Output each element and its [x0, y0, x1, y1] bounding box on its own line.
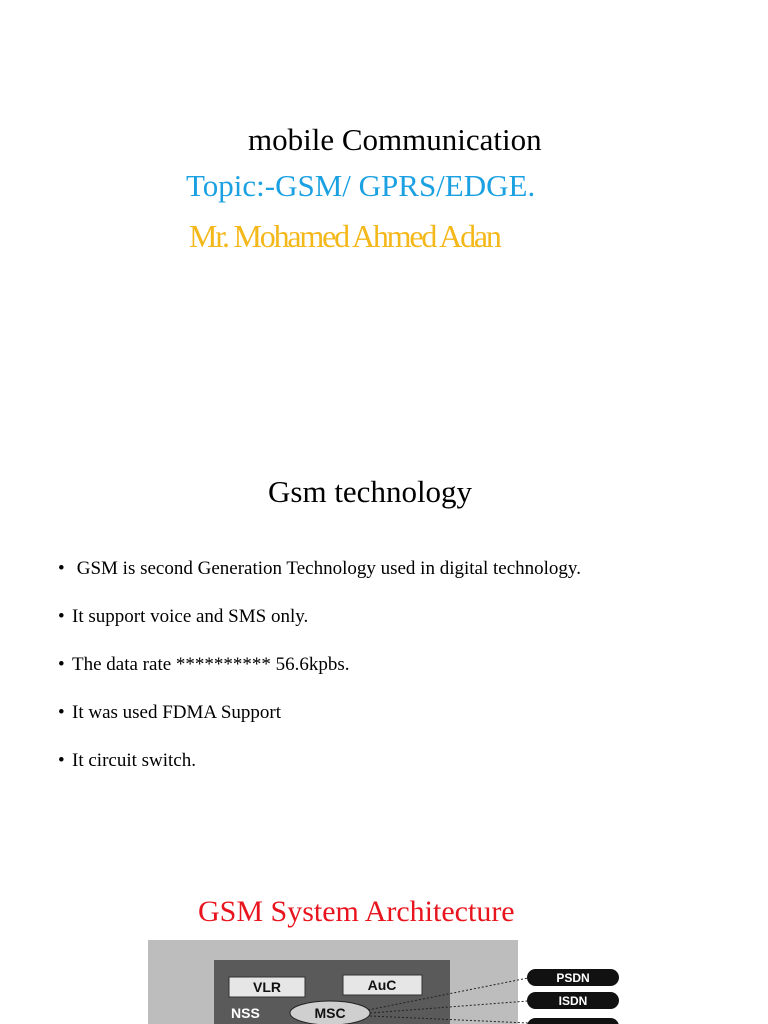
bullet-item	[58, 702, 281, 724]
bullet-icon: •	[58, 750, 65, 771]
isdn-label: ISDN	[558, 994, 588, 1008]
bullet-item	[58, 654, 350, 676]
bullet-text: It support voice and SMS only.	[72, 606, 309, 627]
psdn-label: PSDN	[556, 971, 590, 985]
vlr-label: VLR	[253, 979, 281, 995]
slide3-title: GSM System Architecture	[198, 895, 515, 928]
bullet-text: It circuit switch.	[72, 750, 196, 771]
bullet-icon: •	[58, 654, 65, 675]
network-pill	[527, 1018, 619, 1024]
slide1-topic: Topic:-GSM/ GPRS/EDGE.	[186, 168, 536, 203]
slide1-title: mobile Communication	[248, 122, 542, 157]
bullet-icon: •	[58, 606, 65, 627]
gsm-architecture-diagram	[0, 930, 768, 1024]
bullet-icon: •	[58, 558, 65, 579]
bullet-text: It was used FDMA Support	[72, 702, 282, 723]
bullet-item	[58, 606, 308, 628]
auc-label: AuC	[367, 977, 397, 993]
msc-label: MSC	[314, 1005, 346, 1021]
nss-label: NSS	[231, 1005, 260, 1021]
bullet-text: GSM is second Generation Technology used in digital technology.	[72, 558, 581, 579]
bullet-text: The data rate ********** 56.6kpbs.	[72, 654, 350, 675]
slide2-title: Gsm technology	[268, 474, 473, 509]
bullet-item	[58, 558, 581, 580]
bullet-icon: •	[58, 702, 65, 723]
slide1-author: Mr. Mohamed Ahmed Adan	[189, 218, 500, 254]
bullet-item	[58, 750, 196, 772]
